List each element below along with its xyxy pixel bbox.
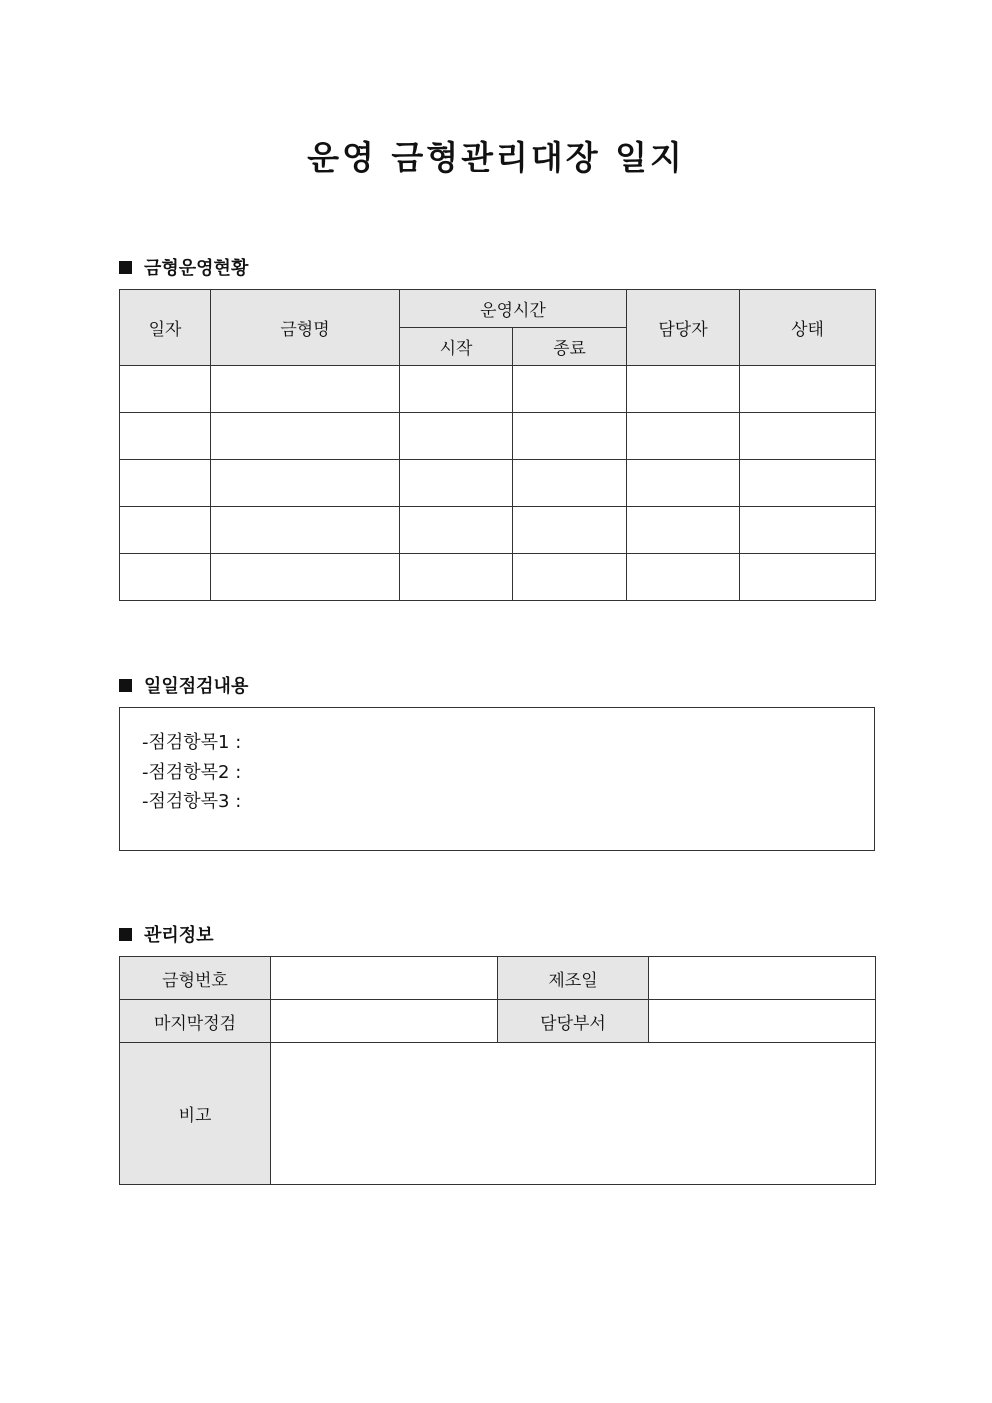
section-heading-management-info (119, 921, 214, 947)
square-bullet-icon (119, 928, 132, 941)
inspection-item-3: -점검항목3 : (142, 791, 242, 812)
table-cell[interactable] (400, 366, 513, 413)
table-cell[interactable] (400, 413, 513, 460)
last-inspection-field[interactable] (271, 1000, 498, 1043)
header-date: 일자 (120, 290, 211, 366)
table-cell[interactable] (513, 413, 627, 460)
management-info-table (119, 956, 876, 1185)
table-cell[interactable] (400, 554, 513, 601)
table-cell[interactable] (627, 413, 740, 460)
remarks-label: 비고 (120, 1043, 271, 1185)
header-status: 상태 (740, 290, 876, 366)
table-row (120, 554, 876, 601)
section-heading-label: 관리정보 (144, 925, 214, 946)
table-row (120, 460, 876, 507)
table-cell[interactable] (627, 554, 740, 601)
table-cell[interactable] (513, 507, 627, 554)
table-cell[interactable] (513, 460, 627, 507)
table-cell[interactable] (211, 554, 400, 601)
daily-inspection-box[interactable] (119, 707, 875, 851)
table-cell[interactable] (740, 413, 876, 460)
mold-number-field[interactable] (271, 957, 498, 1000)
mold-number-label: 금형번호 (120, 957, 271, 1000)
table-cell[interactable] (627, 507, 740, 554)
manufacture-date-label: 제조일 (498, 957, 649, 1000)
header-mold-name: 금형명 (211, 290, 400, 366)
table-cell[interactable] (513, 554, 627, 601)
square-bullet-icon (119, 679, 132, 692)
table-cell[interactable] (120, 413, 211, 460)
header-manager: 담당자 (627, 290, 740, 366)
table-row (120, 507, 876, 554)
last-inspection-label: 마지막정검 (120, 1000, 271, 1043)
table-cell[interactable] (400, 507, 513, 554)
header-end: 종료 (513, 328, 627, 366)
table-cell[interactable] (513, 366, 627, 413)
manufacture-date-field[interactable] (649, 957, 876, 1000)
section-heading-mold-operation (119, 254, 248, 280)
table-cell[interactable] (740, 460, 876, 507)
section-heading-label: 금형운영현황 (144, 258, 249, 279)
table-cell[interactable] (740, 554, 876, 601)
table-cell[interactable] (627, 460, 740, 507)
table-cell[interactable] (740, 366, 876, 413)
section-heading-daily-inspection (119, 672, 248, 698)
table-cell[interactable] (211, 366, 400, 413)
inspection-item-1: -점검항목1 : (142, 732, 242, 753)
remarks-field[interactable] (271, 1043, 876, 1185)
table-row (120, 413, 876, 460)
table-cell[interactable] (211, 507, 400, 554)
table-row (120, 366, 876, 413)
inspection-item-2: -점검항목2 : (142, 762, 242, 783)
table-cell[interactable] (740, 507, 876, 554)
department-field[interactable] (649, 1000, 876, 1043)
table-cell[interactable] (120, 366, 211, 413)
table-cell[interactable] (120, 554, 211, 601)
table-cell[interactable] (627, 366, 740, 413)
page-title: 운영 금형관리대장 일지 (307, 138, 685, 177)
department-label: 담당부서 (498, 1000, 649, 1043)
header-start: 시작 (400, 328, 513, 366)
table-cell[interactable] (211, 413, 400, 460)
header-operating-time: 운영시간 (400, 290, 627, 328)
mold-operation-table (119, 289, 876, 601)
section-heading-label: 일일점검내용 (144, 676, 249, 697)
table-cell[interactable] (211, 460, 400, 507)
table-cell[interactable] (120, 460, 211, 507)
table-cell[interactable] (120, 507, 211, 554)
table-cell[interactable] (400, 460, 513, 507)
square-bullet-icon (119, 261, 132, 274)
